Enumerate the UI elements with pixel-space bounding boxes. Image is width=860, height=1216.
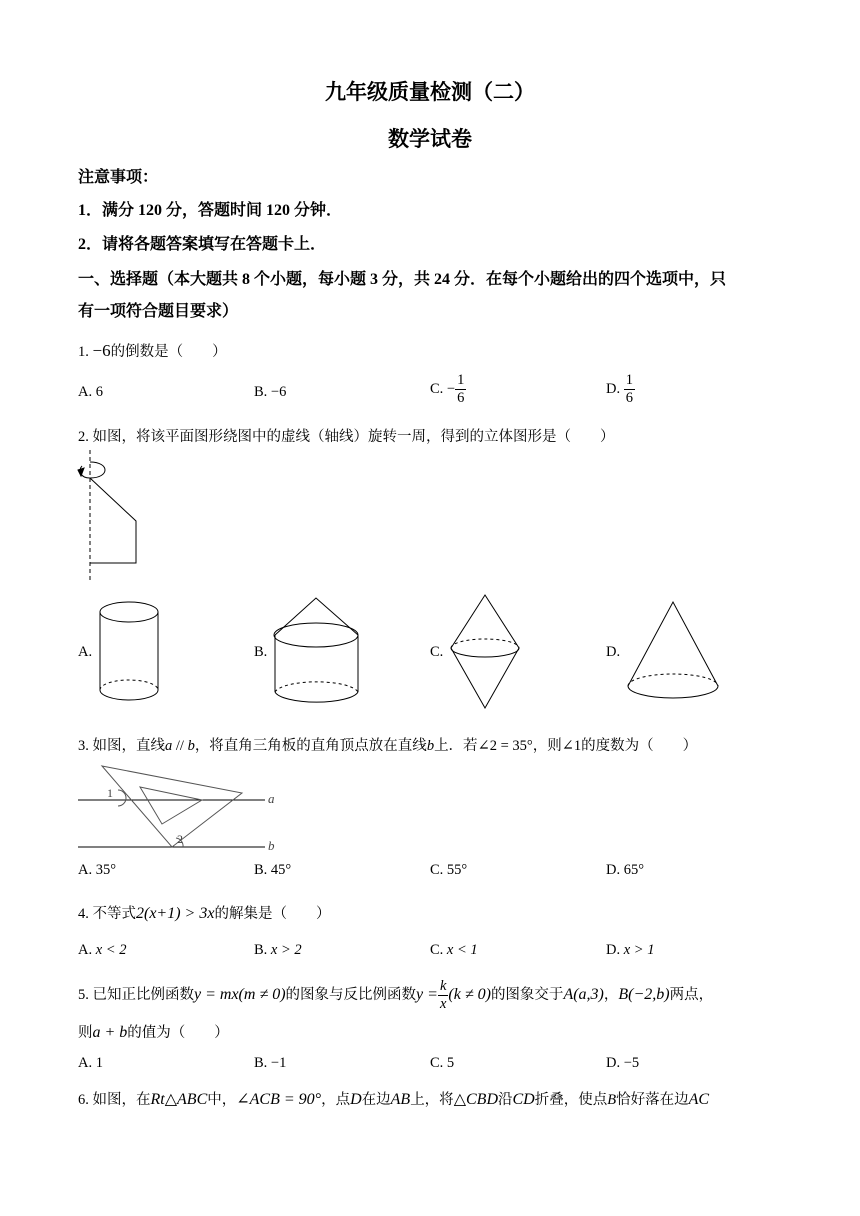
option-value: 65°	[623, 862, 645, 878]
math-expr: B(−2,b)	[618, 985, 670, 1003]
fraction-num: 1	[457, 372, 465, 388]
rotation-arrow	[80, 462, 105, 478]
math-expr: ∠ACB = 90°	[236, 1091, 322, 1108]
option-label: B.	[254, 942, 268, 958]
option-label: D.	[606, 942, 621, 958]
triangle-ruler-outer	[102, 766, 242, 847]
option-sign: −	[446, 380, 456, 397]
q4-text: 的解集是（ ）	[214, 906, 331, 922]
solid-cone	[628, 602, 718, 698]
option-value: x > 1	[623, 942, 655, 958]
option-label: B.	[254, 862, 268, 878]
angle-1-label: 1	[107, 786, 113, 800]
option-value: 55°	[446, 862, 468, 878]
option-label: C.	[430, 380, 444, 397]
q5-option-d[interactable]	[606, 1055, 639, 1072]
q5-text: 则	[78, 1025, 93, 1041]
note-item-2: 2．请将各题答案填写在答题卡上．	[78, 236, 327, 253]
line-b-label: b	[268, 838, 275, 853]
q3-text: ，则	[532, 738, 562, 754]
option-value: −5	[623, 1055, 640, 1071]
math-var-b: b	[426, 738, 435, 754]
q6-text: 上，将	[410, 1092, 454, 1108]
question-5-line2	[78, 1021, 229, 1042]
fraction-den: 6	[625, 390, 633, 406]
triangle-ruler-inner	[140, 787, 202, 824]
option-value: x < 1	[446, 942, 478, 958]
math-expr: y =	[416, 985, 438, 1003]
q3-option-d[interactable]	[606, 862, 644, 879]
math-expr: Rt△ABC	[150, 1091, 208, 1108]
math-expr: ∠2 = 35°	[477, 738, 533, 754]
q5-text: 的值为（ ）	[127, 1025, 229, 1041]
q2-option-d[interactable]: D.	[606, 644, 621, 660]
q1-option-a[interactable]: A. 6	[78, 384, 103, 400]
q3-text: ，将直角三角板的直角顶点放在直线	[194, 738, 427, 754]
math-expr: 2(x+1) > 3x	[136, 905, 215, 922]
q5-text: ，	[603, 986, 619, 1003]
option-label: A.	[78, 862, 93, 878]
q5-text: 两点，	[669, 986, 714, 1003]
q3-text: 的度数为（ ）	[581, 738, 698, 754]
parallel-symbol: //	[172, 738, 188, 754]
q2-option-c[interactable]: C.	[430, 644, 444, 660]
option-label: D.	[606, 1055, 621, 1071]
section-heading-line1: 一、选择题（本大题共 8 个小题，每小题 3 分，共 24 分．在每个小题给出的四个选项中，只	[78, 271, 727, 288]
q2-option-a[interactable]: A.	[78, 644, 93, 660]
q6-text: 在边	[361, 1092, 391, 1108]
notes-heading: 注意事项：	[78, 169, 159, 186]
page-subtitle: 数学试卷	[388, 127, 472, 151]
q5-option-c[interactable]: C. 5	[430, 1055, 455, 1071]
math-expr: −6	[92, 341, 111, 360]
q6-text: 沿	[498, 1092, 513, 1108]
option-value: x > 2	[270, 942, 302, 958]
section-heading-line2: 有一项符合题目要求）	[78, 303, 239, 320]
math-var-a: a	[165, 738, 173, 754]
question-text: 的倒数是（ ）	[110, 344, 227, 360]
solid-cone-cylinder	[274, 598, 358, 702]
question-5	[78, 978, 713, 1013]
q4-option-b[interactable]	[254, 942, 302, 959]
option-label: B.	[254, 1055, 268, 1071]
math-var: AB	[390, 1091, 411, 1108]
arrow-head-icon	[78, 468, 84, 476]
math-var: D	[350, 1091, 362, 1108]
fraction-den: 6	[457, 390, 465, 406]
math-var: CD	[512, 1091, 535, 1108]
math-expr: (k ≠ 0)	[448, 985, 491, 1003]
q3-option-c[interactable]	[430, 862, 467, 879]
q6-text: 折叠，使点	[534, 1092, 608, 1108]
q4-option-c[interactable]	[430, 942, 478, 959]
note-item-1: 1．满分 120 分，答题时间 120 分钟．	[78, 202, 343, 219]
q3-text: 3. 如图，直线	[78, 738, 165, 754]
plane-shape	[90, 478, 136, 563]
fraction-num: k	[439, 978, 447, 994]
option-value: x < 2	[95, 942, 127, 958]
q5-option-b[interactable]	[254, 1055, 286, 1072]
angle-2-label: 2	[177, 832, 183, 846]
solid-double-cone	[451, 595, 519, 708]
fraction-num: 1	[625, 372, 633, 388]
q5-text: 的图象交于	[490, 986, 564, 1003]
q2-option-b[interactable]: B.	[254, 644, 268, 660]
fraction	[438, 978, 448, 1013]
question-3	[78, 734, 697, 755]
math-expr: △CBD	[453, 1091, 498, 1108]
math-var: B	[607, 1092, 617, 1108]
option-label: B.	[254, 384, 268, 400]
math-expr: y = mx(m ≠ 0)	[194, 985, 286, 1003]
line-a-label: a	[268, 791, 275, 806]
fraction-den: x	[439, 996, 447, 1012]
option-value: 45°	[270, 862, 292, 878]
page-title: 九年级质量检测（二）	[325, 80, 535, 104]
math-expr: A(a,3)	[563, 985, 604, 1003]
q5-text: 的图象与反比例函数	[285, 986, 417, 1003]
math-var: AC	[688, 1091, 710, 1108]
math-var-b: b	[187, 738, 195, 754]
option-label: C.	[430, 942, 444, 958]
math-expr: a + b	[92, 1024, 128, 1041]
q3-option-a[interactable]	[78, 862, 116, 879]
rotation-figure	[78, 450, 136, 580]
question-6	[78, 1088, 709, 1109]
q4-option-d[interactable]	[606, 942, 654, 959]
question-2: 2. 如图，将该平面图形绕图中的虚线（轴线）旋转一周，得到的立体图形是（ ）	[78, 429, 615, 445]
q5-option-a[interactable]: A. 1	[78, 1055, 103, 1071]
question-4	[78, 902, 330, 923]
q3-text: 上．若	[434, 738, 478, 754]
option-label: D.	[606, 862, 621, 878]
q4-option-a[interactable]	[78, 942, 126, 959]
q6-text: ，点	[321, 1092, 351, 1108]
q6-text: 6. 如图，在	[78, 1092, 151, 1108]
option-value: −1	[270, 1055, 287, 1071]
q3-figure	[78, 766, 265, 847]
q6-text: 中，	[207, 1092, 237, 1108]
option-label: A.	[78, 942, 93, 958]
option-label: C.	[430, 862, 444, 878]
solid-cylinder	[100, 602, 158, 700]
math-expr: ∠1	[561, 738, 582, 754]
option-value: −6	[270, 384, 287, 400]
q4-text: 4. 不等式	[78, 906, 136, 922]
q6-text: 恰好落在边	[616, 1092, 689, 1108]
option-value: 35°	[95, 862, 117, 878]
q5-text: 5. 已知正比例函数	[78, 986, 194, 1003]
option-label: D.	[606, 380, 621, 397]
q3-option-b[interactable]	[254, 862, 291, 879]
question-number: 1.	[78, 344, 89, 360]
